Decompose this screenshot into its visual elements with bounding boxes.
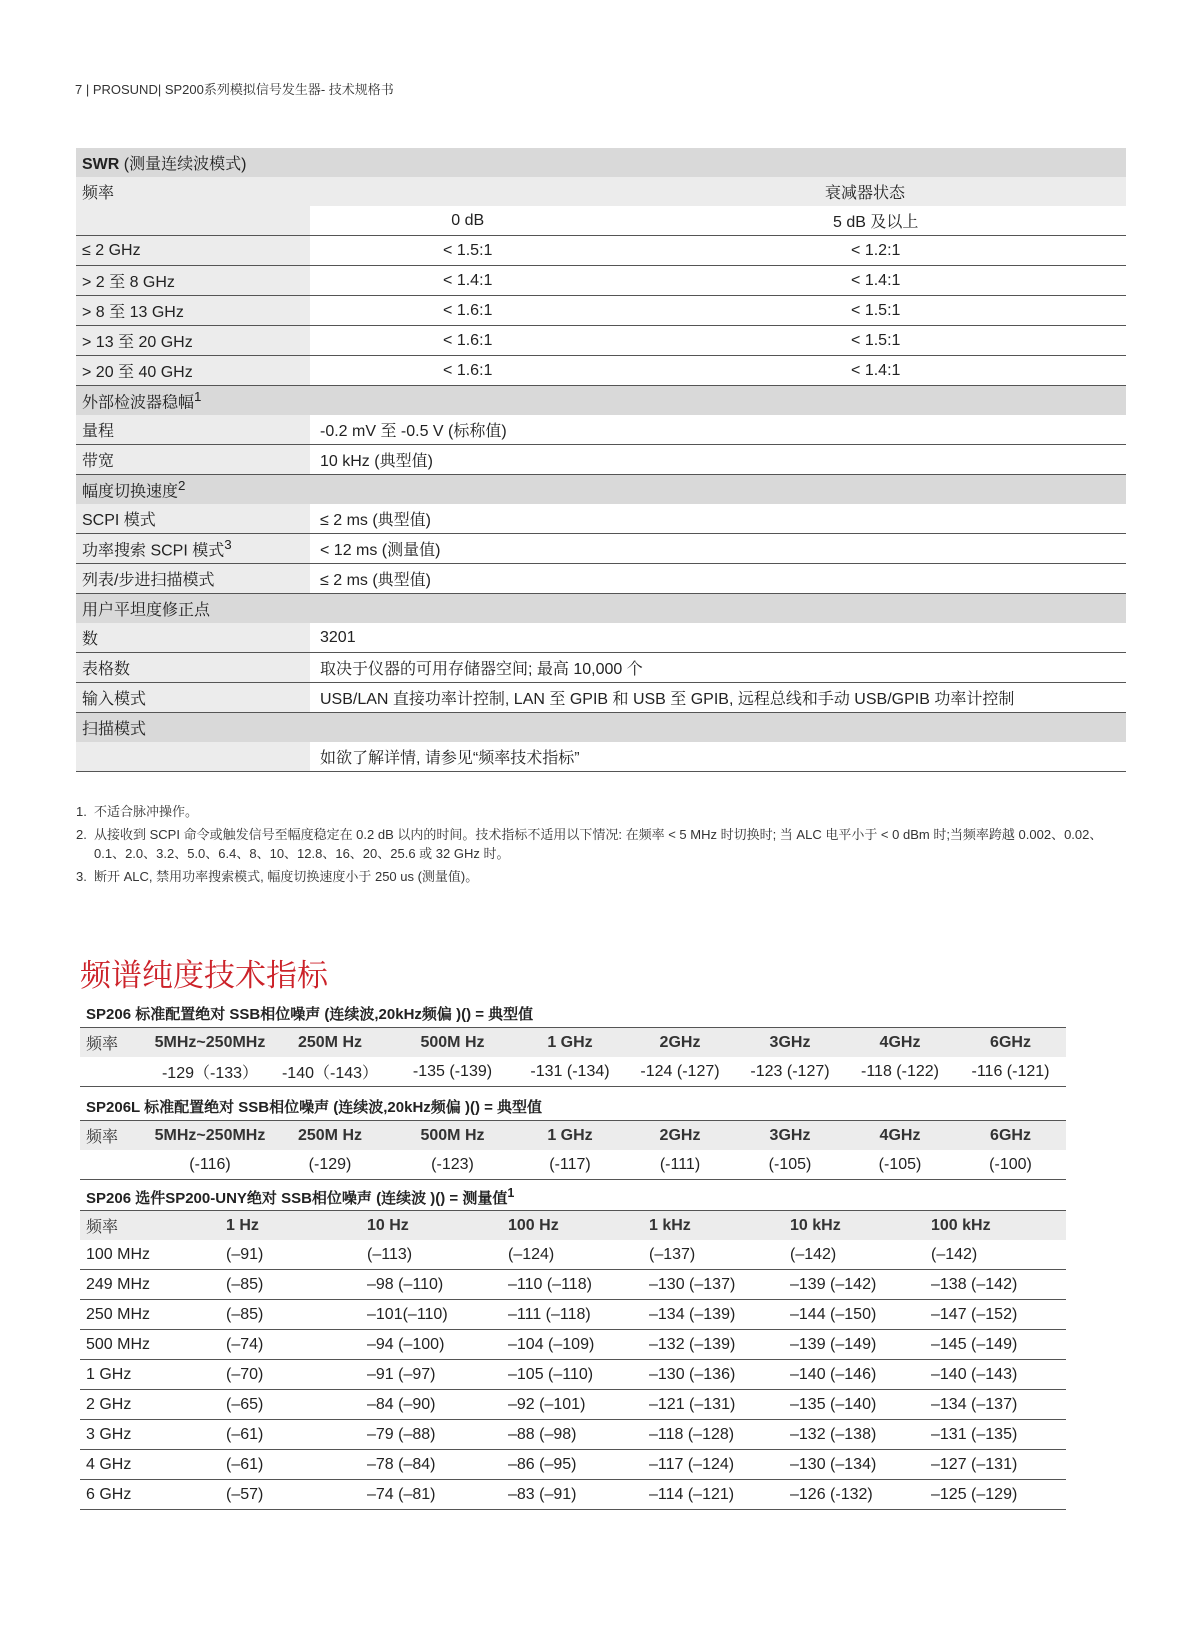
footnote: 1. 不适合脉冲操作。	[76, 804, 199, 819]
table-row: 输入模式 USB/LAN 直接功率计控制, LAN 至 GPIB 和 USB 至 GPIB, 远程总线和手动 USB/GPIB 功率计控制	[76, 683, 1126, 713]
row-frequency: 249 MHz	[80, 1270, 220, 1300]
table-cell: –114 (–121)	[643, 1480, 784, 1510]
table-cell: –127 (–131)	[925, 1450, 1066, 1480]
table-row: > 13 至 20 GHz < 1.6:1 < 1.5:1	[76, 326, 1126, 356]
footnote: 3. 断开 ALC, 禁用功率搜索模式, 幅度切换速度小于 250 us (测量值)。	[76, 869, 479, 884]
table-cell: –147 (–152)	[925, 1300, 1066, 1330]
sweep-section-row: 扫描模式	[76, 713, 1126, 743]
table-cell: –138 (–142)	[925, 1270, 1066, 1300]
table-cell: (–57)	[220, 1480, 361, 1510]
table-cell: (–65)	[220, 1390, 361, 1420]
table-caption: SP206L 标准配置绝对 SSB相位噪声 (连续波,20kHz频偏 )() = 典型值	[80, 1093, 1066, 1121]
table-cell: (–85)	[220, 1300, 361, 1330]
flatness-section-row: 用户平坦度修正点	[76, 594, 1126, 624]
table-row	[80, 1300, 1066, 1330]
table-cell: –140 (–143)	[925, 1360, 1066, 1390]
table-cell: (–61)	[220, 1420, 361, 1450]
row-frequency: 100 MHz	[80, 1240, 220, 1270]
table-cell: (–142)	[925, 1240, 1066, 1270]
table-cell: –132 (–139)	[643, 1330, 784, 1360]
table-row: 功率搜索 SCPI 模式$^3$ < 12 ms (测量值)	[76, 534, 1126, 564]
freq-label: 频率	[76, 177, 310, 206]
table-row: 表格数 取决于仪器的可用存储器空间; 最高 10,000 个	[76, 653, 1126, 683]
table-header-row: 频率 5MHz~250MHz 250M Hz 500M Hz 1 GHz 2GHz 3GHz 4GHz 6GHz	[80, 1028, 1066, 1058]
table-cell: –110 (–118)	[502, 1270, 643, 1300]
table-row	[80, 1360, 1066, 1390]
table-cell: –121 (–131)	[643, 1390, 784, 1420]
table-row: 数 3201	[76, 623, 1126, 653]
table-row: > 8 至 13 GHz < 1.6:1 < 1.5:1	[76, 296, 1126, 326]
section-title: 频谱纯度技术指标	[80, 958, 328, 994]
table-cell: –86 (–95)	[502, 1450, 643, 1480]
table-cell: (–113)	[361, 1240, 502, 1270]
table-cell: –78 (–84)	[361, 1450, 502, 1480]
table-row: ≤ 2 GHz < 1.5:1 < 1.2:1	[76, 236, 1126, 266]
detector-section-row: 外部检波器稳幅$^1$	[76, 386, 1126, 416]
table-header-row: 频率 1 Hz 10 Hz 100 Hz 1 kHz 10 kHz 100 kHz	[80, 1211, 1066, 1241]
footnote: 2. 从接收到 SCPI 命令或触发信号至幅度稳定在 0.2 dB 以内的时间。技术指标不适用以下情况: 在频率 < 5 MHz 时切换时; 当 ALC 电平小于 < 0 dBm 时;当频率跨越 0.002、0.02、0.1、2.0、3.2、5.0、6.4、8、10、12.8、16、20、25.6 或 32 GHz 时。	[76, 827, 1103, 861]
table-cell: –94 (–100)	[361, 1330, 502, 1360]
table-row: -129（-133） -140（-143） -135 (-139) -131 (-134) -124 (-127) -123 (-127) -118 (-122) -116 (-121)	[80, 1057, 1066, 1087]
table-cell: –92 (–101)	[502, 1390, 643, 1420]
page-header: 7 | PROSUND| SP200系列模拟信号发生器- 技术规格书	[75, 82, 394, 97]
table-row: > 2 至 8 GHz < 1.4:1 < 1.4:1	[76, 266, 1126, 296]
table-cell: (–74)	[220, 1330, 361, 1360]
swr-section-row	[76, 148, 1126, 177]
footnotes	[76, 802, 1126, 890]
row-frequency: 3 GHz	[80, 1420, 220, 1450]
table-cell: –132 (–138)	[784, 1420, 925, 1450]
table-row: (-116) (-129) (-123) (-117) (-111) (-105) (-105) (-100)	[80, 1150, 1066, 1180]
table-row	[80, 1390, 1066, 1420]
table-cell: (–85)	[220, 1270, 361, 1300]
table-cell: –140 (–146)	[784, 1360, 925, 1390]
table-cell: –130 (–137)	[643, 1270, 784, 1300]
table-cell: –145 (–149)	[925, 1330, 1066, 1360]
table-row: > 20 至 40 GHz < 1.6:1 < 1.4:1	[76, 356, 1126, 386]
table-row	[80, 1450, 1066, 1480]
table-cell: –125 (–129)	[925, 1480, 1066, 1510]
table-cell: –135 (–140)	[784, 1390, 925, 1420]
table-cell: (–137)	[643, 1240, 784, 1270]
table-caption: SP206 选件SP200-UNY绝对 SSB相位噪声 (连续波 )() = 测量值$^1$	[80, 1183, 1066, 1211]
table-cell: –101(–110)	[361, 1300, 502, 1330]
table-cell: (–142)	[784, 1240, 925, 1270]
table-row	[80, 1420, 1066, 1450]
table-cell: –105 (–110)	[502, 1360, 643, 1390]
table-cell: –117 (–124)	[643, 1450, 784, 1480]
table-cell: –130 (–134)	[784, 1450, 925, 1480]
table-cell: –139 (–149)	[784, 1330, 925, 1360]
noise3-body	[80, 1240, 1066, 1510]
row-frequency: 2 GHz	[80, 1390, 220, 1420]
table-cell: –104 (–109)	[502, 1330, 643, 1360]
col-0db: 0 dB	[310, 206, 625, 236]
swr-subheader-row	[76, 206, 1126, 236]
table-cell: –144 (–150)	[784, 1300, 925, 1330]
specifications-table	[76, 148, 1126, 772]
table-row: 列表/步进扫描模式 ≤ 2 ms (典型值)	[76, 564, 1126, 594]
table-caption: SP206 标准配置绝对 SSB相位噪声 (连续波,20kHz频偏 )() = 典型值	[80, 1000, 1066, 1028]
table-cell: –74 (–81)	[361, 1480, 502, 1510]
table-cell: –79 (–88)	[361, 1420, 502, 1450]
table-cell: –88 (–98)	[502, 1420, 643, 1450]
table-cell: –98 (–110)	[361, 1270, 502, 1300]
row-frequency: 250 MHz	[80, 1300, 220, 1330]
table-row: 带宽 10 kHz (典型值)	[76, 445, 1126, 475]
table-row	[80, 1240, 1066, 1270]
table-cell: –91 (–97)	[361, 1360, 502, 1390]
table-row: 量程 -0.2 mV 至 -0.5 V (标称值)	[76, 415, 1126, 445]
table-cell: (–124)	[502, 1240, 643, 1270]
table-cell: –118 (–128)	[643, 1420, 784, 1450]
table-cell: –83 (–91)	[502, 1480, 643, 1510]
col-5db: 5 dB 及以上	[625, 206, 1126, 236]
table-cell: –139 (–142)	[784, 1270, 925, 1300]
switching-section-row: 幅度切换速度$^2$	[76, 475, 1126, 505]
table-row: SCPI 模式 ≤ 2 ms (典型值)	[76, 504, 1126, 534]
table-row	[80, 1330, 1066, 1360]
table-row	[80, 1270, 1066, 1300]
row-frequency: 6 GHz	[80, 1480, 220, 1510]
swr-title: SWR (测量连续波模式)	[76, 148, 1126, 177]
row-frequency: 4 GHz	[80, 1450, 220, 1480]
table-cell: –84 (–90)	[361, 1390, 502, 1420]
phase-noise-table-sp206	[80, 1000, 1066, 1087]
table-row	[80, 1480, 1066, 1510]
phase-noise-table-sp206l	[80, 1093, 1066, 1180]
row-frequency: 500 MHz	[80, 1330, 220, 1360]
table-cell: –134 (–139)	[643, 1300, 784, 1330]
table-cell: (–61)	[220, 1450, 361, 1480]
table-row: 如欲了解详情, 请参见“频率技术指标”	[76, 742, 1126, 772]
table-cell: –134 (–137)	[925, 1390, 1066, 1420]
table-cell: –130 (–136)	[643, 1360, 784, 1390]
table-cell: –131 (–135)	[925, 1420, 1066, 1450]
table-cell: (–91)	[220, 1240, 361, 1270]
table-cell: –111 (–118)	[502, 1300, 643, 1330]
table-cell: (–70)	[220, 1360, 361, 1390]
row-frequency: 1 GHz	[80, 1360, 220, 1390]
attenuator-label: 衰减器状态	[310, 177, 1126, 206]
table-cell: –126 (-132)	[784, 1480, 925, 1510]
swr-header-row	[76, 177, 1126, 206]
table-header-row: 频率 5MHz~250MHz 250M Hz 500M Hz 1 GHz 2GHz 3GHz 4GHz 6GHz	[80, 1121, 1066, 1151]
phase-noise-table-uny	[80, 1183, 1066, 1510]
